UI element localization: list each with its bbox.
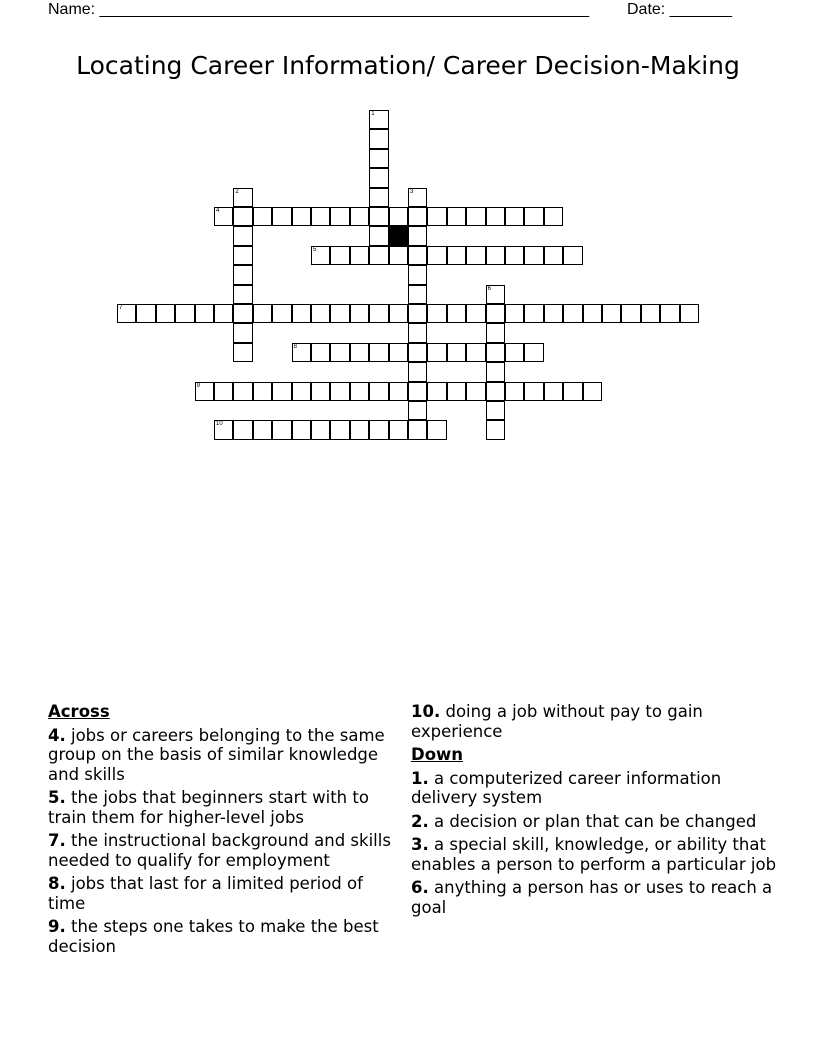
grid-cell[interactable] xyxy=(253,420,272,439)
grid-cell[interactable] xyxy=(369,149,388,168)
cell-number: 8 xyxy=(293,343,297,350)
across-heading: Across xyxy=(48,702,110,721)
grid-cell[interactable] xyxy=(330,420,349,439)
grid-cell[interactable] xyxy=(350,246,369,265)
grid-cell[interactable] xyxy=(505,304,524,323)
grid-cell[interactable] xyxy=(486,304,505,323)
grid-cell[interactable] xyxy=(427,207,446,226)
grid-cell[interactable] xyxy=(233,207,252,226)
grid-cell[interactable] xyxy=(447,207,466,226)
date-field: Date: _______ xyxy=(627,1,732,18)
grid-cell[interactable] xyxy=(486,362,505,381)
grid-cell[interactable] xyxy=(408,304,427,323)
clue-down-3: 3. a special skill, knowledge, or ability that enables a person to perform a particular job xyxy=(411,835,777,874)
grid-cell[interactable] xyxy=(466,304,485,323)
cell-number: 4 xyxy=(216,208,220,214)
cell-number: 9 xyxy=(196,382,200,389)
grid-cell[interactable] xyxy=(389,207,408,226)
grid-cell[interactable] xyxy=(466,382,485,401)
grid-cell[interactable] xyxy=(369,420,388,439)
clue-down-2: 2. a decision or plan that can be changed xyxy=(411,811,757,831)
grid-cell[interactable] xyxy=(233,285,252,304)
grid-cell[interactable] xyxy=(544,382,563,401)
grid-cell[interactable] xyxy=(214,382,233,401)
grid-cell[interactable] xyxy=(369,226,388,245)
grid-cell[interactable] xyxy=(524,382,543,401)
grid-cell[interactable] xyxy=(505,207,524,226)
grid-cell[interactable] xyxy=(389,246,408,265)
grid-cell[interactable] xyxy=(330,343,349,362)
grid-cell[interactable] xyxy=(563,382,582,401)
clue-across-4: 4. jobs or careers belonging to the same group on the basis of similar knowledge and skills xyxy=(48,725,385,784)
grid-cell[interactable] xyxy=(524,343,543,362)
grid-cell[interactable] xyxy=(175,304,194,323)
name-field: Name: _______________________________________________________ xyxy=(48,1,589,18)
grid-cell[interactable] xyxy=(447,382,466,401)
grid-cell[interactable] xyxy=(602,304,621,323)
grid-cell[interactable] xyxy=(369,304,388,323)
grid-cell[interactable] xyxy=(369,382,388,401)
grid-cell[interactable] xyxy=(350,420,369,439)
grid-cell[interactable] xyxy=(369,343,388,362)
grid-cell[interactable] xyxy=(389,343,408,362)
grid-cell[interactable] xyxy=(524,207,543,226)
grid-cell[interactable] xyxy=(233,323,252,342)
grid-cell[interactable] xyxy=(408,285,427,304)
cell-number: 2 xyxy=(235,188,239,195)
grid-cell[interactable] xyxy=(233,226,252,245)
grid-cell[interactable] xyxy=(408,420,427,439)
grid-cell[interactable] xyxy=(233,246,252,265)
grid-cell[interactable] xyxy=(253,304,272,323)
down-heading: Down xyxy=(411,745,464,764)
grid-cell[interactable] xyxy=(466,207,485,226)
grid-cell[interactable] xyxy=(389,382,408,401)
grid-cell[interactable] xyxy=(621,304,640,323)
grid-cell[interactable] xyxy=(447,304,466,323)
clues-left-column xyxy=(48,702,404,960)
grid-cell[interactable] xyxy=(486,285,505,304)
grid-cell[interactable] xyxy=(253,382,272,401)
grid-cell[interactable] xyxy=(330,246,349,265)
cell-number: 7 xyxy=(119,305,123,311)
grid-cell[interactable] xyxy=(544,304,563,323)
grid-cell[interactable] xyxy=(660,304,679,323)
grid-cell[interactable] xyxy=(427,304,446,323)
grid-cell[interactable] xyxy=(408,382,427,401)
grid-cell[interactable] xyxy=(486,382,505,401)
grid-cell[interactable] xyxy=(136,304,155,323)
grid-cell[interactable] xyxy=(330,382,349,401)
crossword-grid xyxy=(0,0,816,460)
grid-cell[interactable] xyxy=(311,420,330,439)
grid-cell[interactable] xyxy=(233,382,252,401)
grid-cell[interactable] xyxy=(214,420,233,439)
grid-cell[interactable] xyxy=(272,382,291,401)
grid-cell[interactable] xyxy=(408,265,427,284)
clue-across-10: 10. doing a job without pay to gain experience xyxy=(411,702,703,741)
grid-cell[interactable] xyxy=(486,401,505,420)
grid-cell[interactable] xyxy=(408,188,427,207)
grid-cell[interactable] xyxy=(311,382,330,401)
grid-cell[interactable] xyxy=(427,246,446,265)
grid-cell[interactable] xyxy=(350,207,369,226)
grid-cell[interactable] xyxy=(680,304,699,323)
grid-cell[interactable] xyxy=(233,265,252,284)
grid-cell[interactable] xyxy=(330,304,349,323)
grid-cell[interactable] xyxy=(486,246,505,265)
clue-across-7: 7. the instructional background and skills needed to qualify for employment xyxy=(48,831,391,870)
grid-cell[interactable] xyxy=(233,343,252,362)
grid-cell[interactable] xyxy=(292,207,311,226)
grid-cell[interactable] xyxy=(505,343,524,362)
grid-cell[interactable] xyxy=(563,246,582,265)
grid-cell[interactable] xyxy=(369,129,388,148)
grid-cell[interactable] xyxy=(389,304,408,323)
grid-cell[interactable] xyxy=(408,323,427,342)
grid-cell[interactable] xyxy=(544,207,563,226)
black-cell xyxy=(389,226,408,245)
grid-cell[interactable] xyxy=(350,382,369,401)
grid-cell[interactable] xyxy=(369,168,388,187)
grid-cell[interactable] xyxy=(311,304,330,323)
grid-cell[interactable] xyxy=(214,304,233,323)
grid-cell[interactable] xyxy=(195,382,214,401)
cell-number: 6 xyxy=(487,285,491,292)
clues-right-column xyxy=(411,702,781,921)
grid-cell[interactable] xyxy=(427,343,446,362)
grid-cell[interactable] xyxy=(505,382,524,401)
grid-cell[interactable] xyxy=(311,343,330,362)
cell-number: 3 xyxy=(410,188,414,195)
grid-cell[interactable] xyxy=(292,382,311,401)
cell-number: 5 xyxy=(313,246,317,253)
grid-cell[interactable] xyxy=(408,246,427,265)
grid-cell[interactable] xyxy=(350,343,369,362)
grid-cell[interactable] xyxy=(641,304,660,323)
grid-cell[interactable] xyxy=(486,323,505,342)
grid-cell[interactable] xyxy=(253,207,272,226)
grid-cell[interactable] xyxy=(369,110,388,129)
grid-cell[interactable] xyxy=(486,420,505,439)
clue-down-1: 1. a computerized career information delivery system xyxy=(411,768,722,807)
grid-cell[interactable] xyxy=(486,207,505,226)
grid-cell[interactable] xyxy=(505,246,524,265)
grid-cell[interactable] xyxy=(408,226,427,245)
grid-cell[interactable] xyxy=(524,246,543,265)
cell-number: 1 xyxy=(371,111,375,117)
grid-cell[interactable] xyxy=(427,420,446,439)
grid-cell[interactable] xyxy=(408,207,427,226)
grid-cell[interactable] xyxy=(466,246,485,265)
grid-cell[interactable] xyxy=(272,304,291,323)
grid-cell[interactable] xyxy=(486,343,505,362)
grid-cell[interactable] xyxy=(524,304,543,323)
grid-cell[interactable] xyxy=(311,207,330,226)
grid-cell[interactable] xyxy=(583,382,602,401)
grid-cell[interactable] xyxy=(272,420,291,439)
grid-cell[interactable] xyxy=(427,382,446,401)
grid-cell[interactable] xyxy=(447,246,466,265)
grid-cell[interactable] xyxy=(292,343,311,362)
grid-cell[interactable] xyxy=(272,207,291,226)
clue-across-5: 5. the jobs that beginners start with to train them for higher-level jobs xyxy=(48,788,369,827)
grid-cell[interactable] xyxy=(330,207,349,226)
cell-number: 10 xyxy=(216,421,223,428)
clue-across-9: 9. the steps one takes to make the best decision xyxy=(48,917,379,956)
grid-cell[interactable] xyxy=(408,362,427,381)
grid-cell[interactable] xyxy=(195,304,214,323)
grid-cell[interactable] xyxy=(214,207,233,226)
grid-cell[interactable] xyxy=(292,420,311,439)
grid-cell[interactable] xyxy=(369,188,388,207)
grid-cell[interactable] xyxy=(563,304,582,323)
grid-cell[interactable] xyxy=(233,304,252,323)
grid-cell[interactable] xyxy=(447,343,466,362)
grid-cell[interactable] xyxy=(369,207,388,226)
grid-cell[interactable] xyxy=(233,188,252,207)
grid-cell[interactable] xyxy=(350,304,369,323)
grid-cell[interactable] xyxy=(292,304,311,323)
grid-cell[interactable] xyxy=(466,343,485,362)
clue-down-6: 6. anything a person has or uses to reach a goal xyxy=(411,878,773,917)
clue-across-8: 8. jobs that last for a limited period of time xyxy=(48,874,363,913)
grid-cell[interactable] xyxy=(408,343,427,362)
grid-cell[interactable] xyxy=(544,246,563,265)
grid-cell[interactable] xyxy=(156,304,175,323)
grid-cell[interactable] xyxy=(117,304,136,323)
grid-cell[interactable] xyxy=(389,420,408,439)
grid-cell[interactable] xyxy=(311,246,330,265)
page-title: Locating Career Information/ Career Decision-Making xyxy=(76,51,740,80)
grid-cell[interactable] xyxy=(233,420,252,439)
grid-cell[interactable] xyxy=(369,246,388,265)
grid-cell[interactable] xyxy=(408,401,427,420)
grid-cell[interactable] xyxy=(583,304,602,323)
